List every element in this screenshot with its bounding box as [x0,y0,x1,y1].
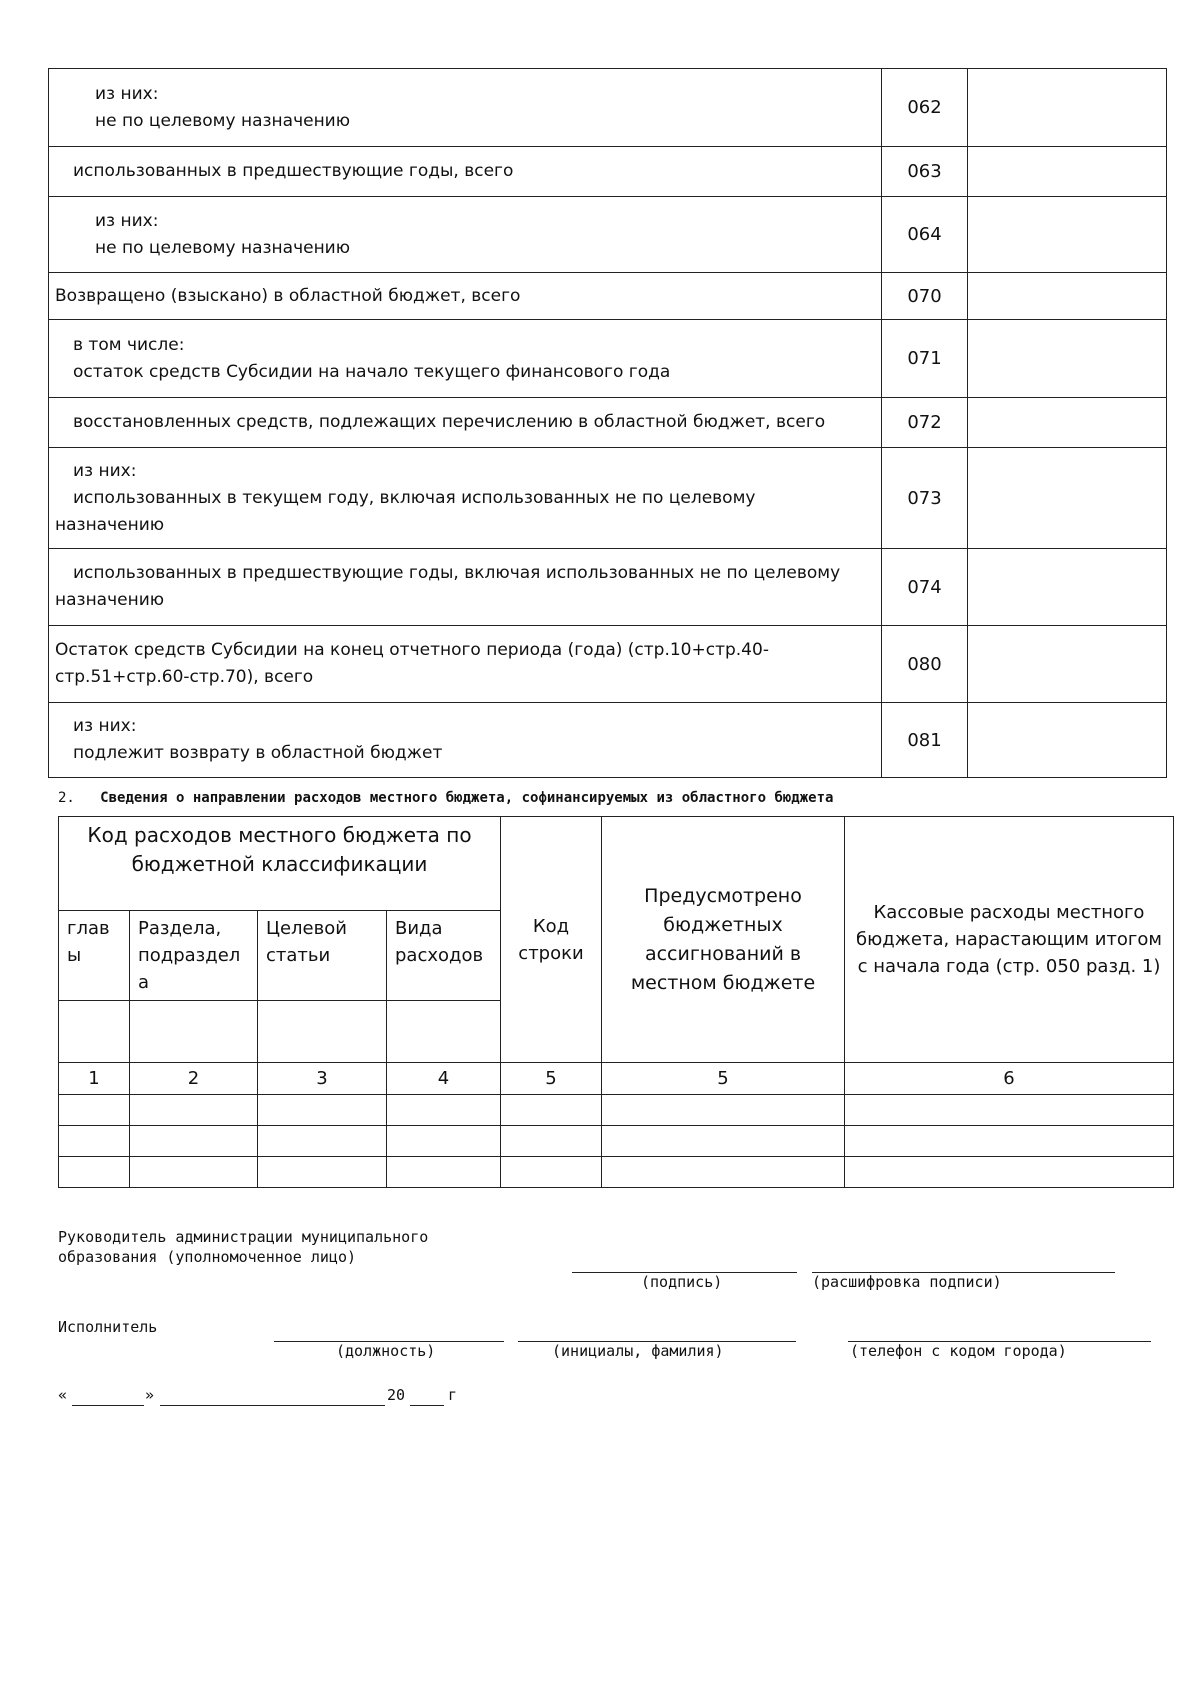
row-value[interactable] [968,626,1167,703]
budget-classification-header: Код расходов местного бюджета по бюджетной классификации [59,817,501,911]
table-row [49,398,1167,448]
table-cell[interactable] [130,1001,258,1063]
row-code: 062 [882,69,968,147]
row-code: 064 [882,197,968,273]
table-cell[interactable] [130,1157,258,1188]
row-label: из них: использованных в текущем году, включая использованных не по целевому назначению [49,448,882,549]
table-cell[interactable] [387,1126,501,1157]
row-value[interactable] [968,147,1167,197]
decoding-caption: (расшифровка подписи) [812,1273,1002,1291]
line-code-header: Код строки [501,817,602,1063]
table-row [49,703,1167,778]
table-row [49,273,1167,320]
table-row [59,1126,1174,1157]
phone-caption: (телефон с кодом города) [850,1342,1067,1360]
row-value[interactable] [968,448,1167,549]
table-row [49,320,1167,398]
table-header-row [59,817,1174,911]
column-number: 6 [845,1063,1174,1095]
row-label: Остаток средств Субсидии на конец отчетного периода (года) (стр.10+стр.40- стр.51+стр.60-стр.70), всего [49,626,882,703]
row-value[interactable] [968,273,1167,320]
column-number: 2 [130,1063,258,1095]
cash-expenses-header: Кассовые расходы местного бюджета, нарастающим итогом с начала года (стр. 050 разд. 1) [845,817,1174,1063]
table-cell[interactable] [501,1126,602,1157]
date-month-line[interactable] [160,1405,385,1406]
column-number: 5 [501,1063,602,1095]
table-row [59,1095,1174,1126]
target-article-header: Целевой статьи [258,911,387,1001]
column-number: 1 [59,1063,130,1095]
row-value[interactable] [968,320,1167,398]
row-label: в том числе: остаток средств Субсидии на начало текущего финансового года [49,320,882,398]
table-row [49,69,1167,147]
row-label: Возвращено (взыскано) в областной бюджет, всего [49,273,882,320]
table-row [49,448,1167,549]
table-cell[interactable] [501,1157,602,1188]
table-cell[interactable] [258,1095,387,1126]
table-cell[interactable] [59,1001,130,1063]
row-code: 071 [882,320,968,398]
table-cell[interactable] [387,1095,501,1126]
date-open-quote: « [58,1386,68,1404]
section-header: Раздела, подраздел а [130,911,258,1001]
name-caption: (инициалы, фамилия) [552,1342,724,1360]
table-cell[interactable] [130,1095,258,1126]
row-value[interactable] [968,703,1167,778]
executor-label: Исполнитель [58,1318,158,1336]
date-day-line[interactable] [72,1405,144,1406]
table-row [49,549,1167,626]
table-cell[interactable] [845,1126,1174,1157]
table-cell[interactable] [602,1157,845,1188]
section2-title: Сведения о направлении расходов местного бюджета, софинансируемых из областного бюджета [100,790,834,806]
table-row [49,147,1167,197]
row-label: из них: не по целевому назначению [49,69,882,147]
report-table-section1 [48,68,1167,778]
table-cell[interactable] [845,1095,1174,1126]
table-cell[interactable] [602,1126,845,1157]
table-cell[interactable] [59,1095,130,1126]
position-caption: (должность) [336,1342,436,1360]
expense-type-header: Вида расходов [387,911,501,1001]
row-value[interactable] [968,398,1167,448]
chapter-header: глав ы [59,911,130,1001]
row-label: восстановленных средств, подлежащих перечислению в областной бюджет, всего [49,398,882,448]
row-label: из них: подлежит возврату в областной бюджет [49,703,882,778]
table-row [49,626,1167,703]
column-number-row [59,1063,1174,1095]
row-value[interactable] [968,69,1167,147]
table-cell[interactable] [501,1095,602,1126]
table-cell[interactable] [130,1126,258,1157]
date-close-quote: » [145,1386,155,1404]
table-cell[interactable] [59,1157,130,1188]
table-cell[interactable] [387,1157,501,1188]
column-number: 5 [602,1063,845,1095]
row-code: 081 [882,703,968,778]
date-year-prefix: 20 [387,1386,406,1404]
date-year-suffix: г [448,1386,458,1404]
row-code: 072 [882,398,968,448]
planned-allocations-header: Предусмотрено бюджетных ассигнований в местном бюджете [602,817,845,1063]
table-cell[interactable] [258,1157,387,1188]
section2-heading: 2. Сведения о направлении расходов местного бюджета, софинансируемых из областного бюджета [58,790,834,806]
expenses-table-section2 [58,816,1174,1188]
row-code: 074 [882,549,968,626]
row-label: использованных в предшествующие годы, всего [49,147,882,197]
table-row [59,1157,1174,1188]
row-label: из них: не по целевому назначению [49,197,882,273]
date-year-line[interactable] [410,1405,444,1406]
table-cell[interactable] [845,1157,1174,1188]
table-cell[interactable] [59,1126,130,1157]
row-value[interactable] [968,197,1167,273]
row-label: использованных в предшествующие годы, включая использованных не по целевому назначению [49,549,882,626]
table-row [49,197,1167,273]
table-cell[interactable] [258,1126,387,1157]
row-code: 080 [882,626,968,703]
column-number: 4 [387,1063,501,1095]
table-cell[interactable] [258,1001,387,1063]
row-code: 070 [882,273,968,320]
row-value[interactable] [968,549,1167,626]
head-label-line2: образования (уполномоченное лицо) [58,1248,357,1266]
table-cell[interactable] [387,1001,501,1063]
row-code: 063 [882,147,968,197]
signature-caption: (подпись) [641,1273,723,1291]
table-cell[interactable] [602,1095,845,1126]
head-label-line1: Руководитель администрации муниципального [58,1228,429,1246]
column-number: 3 [258,1063,387,1095]
row-code: 073 [882,448,968,549]
